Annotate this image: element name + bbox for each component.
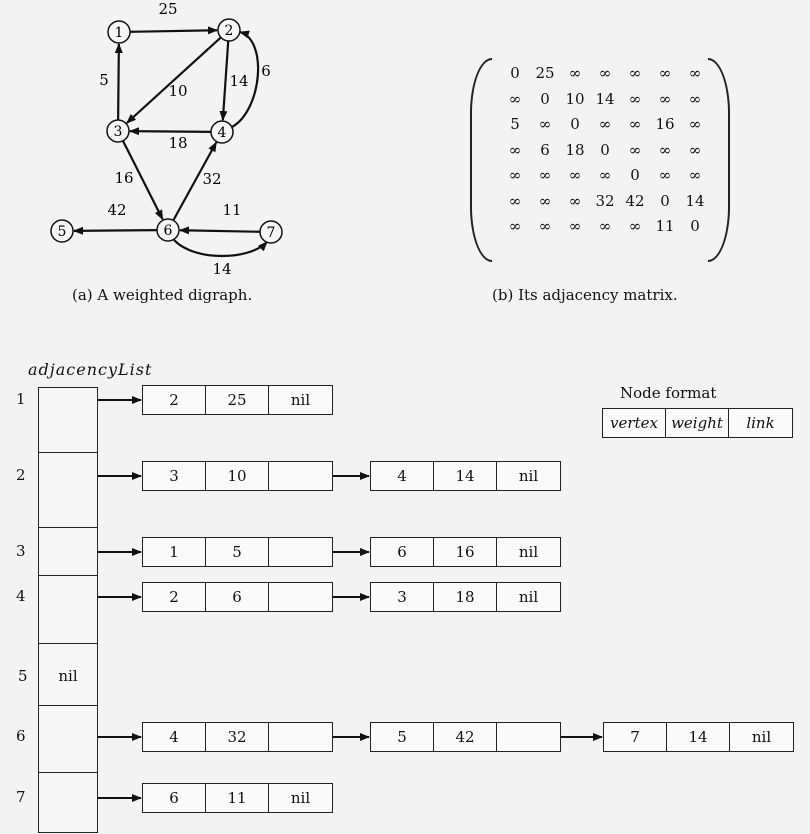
matrix-cell: 0 [570, 115, 580, 133]
list-node-link: nil [290, 789, 311, 807]
adjacency-list-slot [39, 576, 97, 644]
edge-7-6 [180, 230, 260, 232]
edge-weight-6-5: 42 [107, 201, 127, 219]
matrix-cell: ∞ [628, 115, 642, 133]
matrix-cell: ∞ [508, 89, 522, 108]
matrix-cell: 0 [690, 217, 700, 235]
edge-weight-7-6: 11 [222, 201, 242, 219]
matrix-cell: 0 [660, 191, 670, 210]
adjacency-row-index: 5 [18, 667, 28, 685]
list-node-vertex: 4 [143, 723, 206, 751]
graph-node-label-4: 4 [217, 125, 227, 141]
matrix-cell: ∞ [538, 217, 552, 235]
matrix-cell: ∞ [508, 140, 522, 159]
list-node-vertex: 6 [143, 784, 206, 812]
matrix-cell: 0 [540, 89, 550, 108]
list-node-link [497, 723, 560, 751]
list-node [142, 783, 333, 813]
matrix-cell: ∞ [598, 166, 612, 184]
matrix-cell: 42 [625, 191, 645, 210]
list-node [370, 461, 561, 491]
list-node-link: nil [751, 728, 772, 746]
matrix-cell: 16 [655, 115, 675, 133]
list-node-vertex: 2 [143, 386, 206, 414]
list-node [142, 722, 333, 752]
graph-node-label-2: 2 [224, 23, 234, 39]
edge-weight-4-2: 6 [261, 62, 271, 80]
matrix-cell: ∞ [688, 64, 702, 82]
list-node-vertex: 5 [371, 723, 434, 751]
matrix-cell: 14 [685, 191, 705, 210]
list-node [370, 722, 561, 752]
list-node-weight: 5 [206, 538, 269, 566]
edge-4-3 [130, 131, 211, 132]
matrix-cell: ∞ [508, 166, 522, 184]
matrix-cell: 10 [565, 89, 585, 108]
list-node [142, 582, 333, 612]
matrix-cell: 6 [540, 140, 550, 159]
adjacency-list-slot [39, 706, 97, 773]
list-node-link: nil [518, 588, 539, 606]
adjacency-list-slot [39, 773, 97, 834]
list-node-vertex: 7 [604, 723, 667, 751]
list-node-weight: 14 [667, 723, 730, 751]
node-format-box [602, 408, 793, 438]
matrix-cell: 11 [655, 217, 675, 235]
list-node-weight: 10 [206, 462, 269, 490]
list-node-vertex: 4 [371, 462, 434, 490]
adjacency-row-index: 6 [16, 727, 26, 745]
matrix-cell: ∞ [688, 115, 702, 133]
list-node [142, 461, 333, 491]
matrix-cell: ∞ [508, 191, 522, 210]
matrix-cell: ∞ [688, 166, 702, 184]
adjacency-row-index: 1 [16, 390, 26, 408]
adjacency-list-title: adjacencyList [28, 360, 153, 379]
edge-weight-3-1: 5 [99, 71, 109, 89]
matrix-cell: ∞ [598, 217, 612, 235]
matrix-cell: 5 [510, 115, 520, 133]
list-node-link [269, 462, 332, 490]
graph-node-label-6: 6 [163, 223, 173, 239]
adjacency-row-index: 4 [16, 587, 26, 605]
adjacency-list-slot [39, 388, 97, 453]
edge-6-5 [74, 230, 157, 231]
matrix-cell: ∞ [568, 64, 582, 82]
edge-weight-2-4: 14 [229, 72, 249, 90]
list-node-weight: 18 [434, 583, 497, 611]
edge-weight-2-3: 10 [168, 82, 188, 100]
edge-weight-4-3: 18 [168, 134, 188, 152]
matrix-right-bracket [708, 58, 730, 262]
matrix-cell: 0 [510, 64, 520, 82]
graph-caption: (a) A weighted digraph. [72, 286, 253, 304]
adjacency-list-slot [39, 528, 97, 576]
list-node-link [269, 538, 332, 566]
matrix-left-bracket [470, 58, 492, 262]
matrix-cell: ∞ [568, 166, 582, 184]
adjacency-row-index: 2 [16, 466, 26, 484]
matrix-cell: ∞ [598, 64, 612, 82]
matrix-cell: ∞ [658, 89, 672, 108]
matrix-cell: ∞ [658, 64, 672, 82]
adjacency-row-index: 7 [16, 788, 26, 806]
list-node-link: nil [518, 467, 539, 485]
matrix-cell: ∞ [538, 191, 552, 210]
list-node-vertex: 3 [371, 583, 434, 611]
matrix-cell: ∞ [568, 217, 582, 235]
list-node-weight: 16 [434, 538, 497, 566]
edge-weight-6-4: 32 [202, 170, 222, 188]
matrix-cell: ∞ [628, 89, 642, 108]
matrix-cell: ∞ [508, 217, 522, 235]
list-node-link: nil [518, 543, 539, 561]
list-node [142, 537, 333, 567]
adjacency-slot-nil: nil [58, 667, 78, 685]
edge-weight-1-2: 25 [158, 0, 178, 18]
list-node-weight: 32 [206, 723, 269, 751]
adjacency-row-index: 3 [16, 542, 26, 560]
list-node [370, 537, 561, 567]
matrix-caption: (b) Its adjacency matrix. [492, 286, 678, 304]
list-node-link: nil [290, 391, 311, 409]
matrix-cell: ∞ [688, 140, 702, 159]
graph-node-label-3: 3 [113, 124, 123, 140]
graph-node-label-5: 5 [57, 224, 67, 240]
list-node-weight: 6 [206, 583, 269, 611]
matrix-cell: ∞ [568, 191, 582, 210]
matrix-cell: 25 [535, 64, 555, 82]
matrix-cell: 0 [600, 140, 610, 159]
list-node-weight: 42 [434, 723, 497, 751]
list-node-weight: 14 [434, 462, 497, 490]
edge-6-7 [174, 240, 267, 256]
matrix-cell: ∞ [658, 140, 672, 159]
graph-node-label-1: 1 [114, 25, 124, 41]
list-node [142, 385, 333, 415]
node-format-vertex: vertex [603, 409, 666, 437]
edge-2-3 [127, 37, 221, 123]
list-node-vertex: 1 [143, 538, 206, 566]
edge-weight-3-6: 16 [114, 169, 134, 187]
matrix-cell: ∞ [598, 115, 612, 133]
adjacency-list-slot [39, 453, 97, 528]
edge-1-2 [130, 30, 217, 32]
matrix-cell: ∞ [628, 140, 642, 159]
edge-2-4 [223, 41, 228, 120]
matrix-cell: ∞ [538, 166, 552, 184]
edge-3-1 [118, 44, 119, 120]
matrix-cell: ∞ [628, 217, 642, 235]
adjacency-matrix [470, 58, 730, 263]
list-node-weight: 25 [206, 386, 269, 414]
list-node [603, 722, 794, 752]
adjacency-list-array [38, 387, 98, 833]
list-node [370, 582, 561, 612]
list-node-vertex: 6 [371, 538, 434, 566]
list-node-link [269, 583, 332, 611]
list-node-vertex: 2 [143, 583, 206, 611]
graph-node-label-7: 7 [266, 225, 276, 241]
list-node-link [269, 723, 332, 751]
matrix-cell: 18 [565, 140, 585, 159]
matrix-cell: ∞ [688, 89, 702, 108]
matrix-cell: 14 [595, 89, 615, 108]
matrix-cell: ∞ [538, 115, 552, 133]
matrix-cell: ∞ [658, 166, 672, 184]
list-node-weight: 11 [206, 784, 269, 812]
edge-weight-6-7: 14 [212, 260, 232, 278]
matrix-cell: ∞ [628, 64, 642, 82]
list-node-vertex: 3 [143, 462, 206, 490]
matrix-cell: 32 [595, 191, 615, 210]
matrix-cell: 0 [630, 166, 640, 184]
node-format-link: link [746, 414, 775, 432]
node-format-label: Node format [620, 384, 717, 402]
node-format-weight: weight [666, 409, 729, 437]
